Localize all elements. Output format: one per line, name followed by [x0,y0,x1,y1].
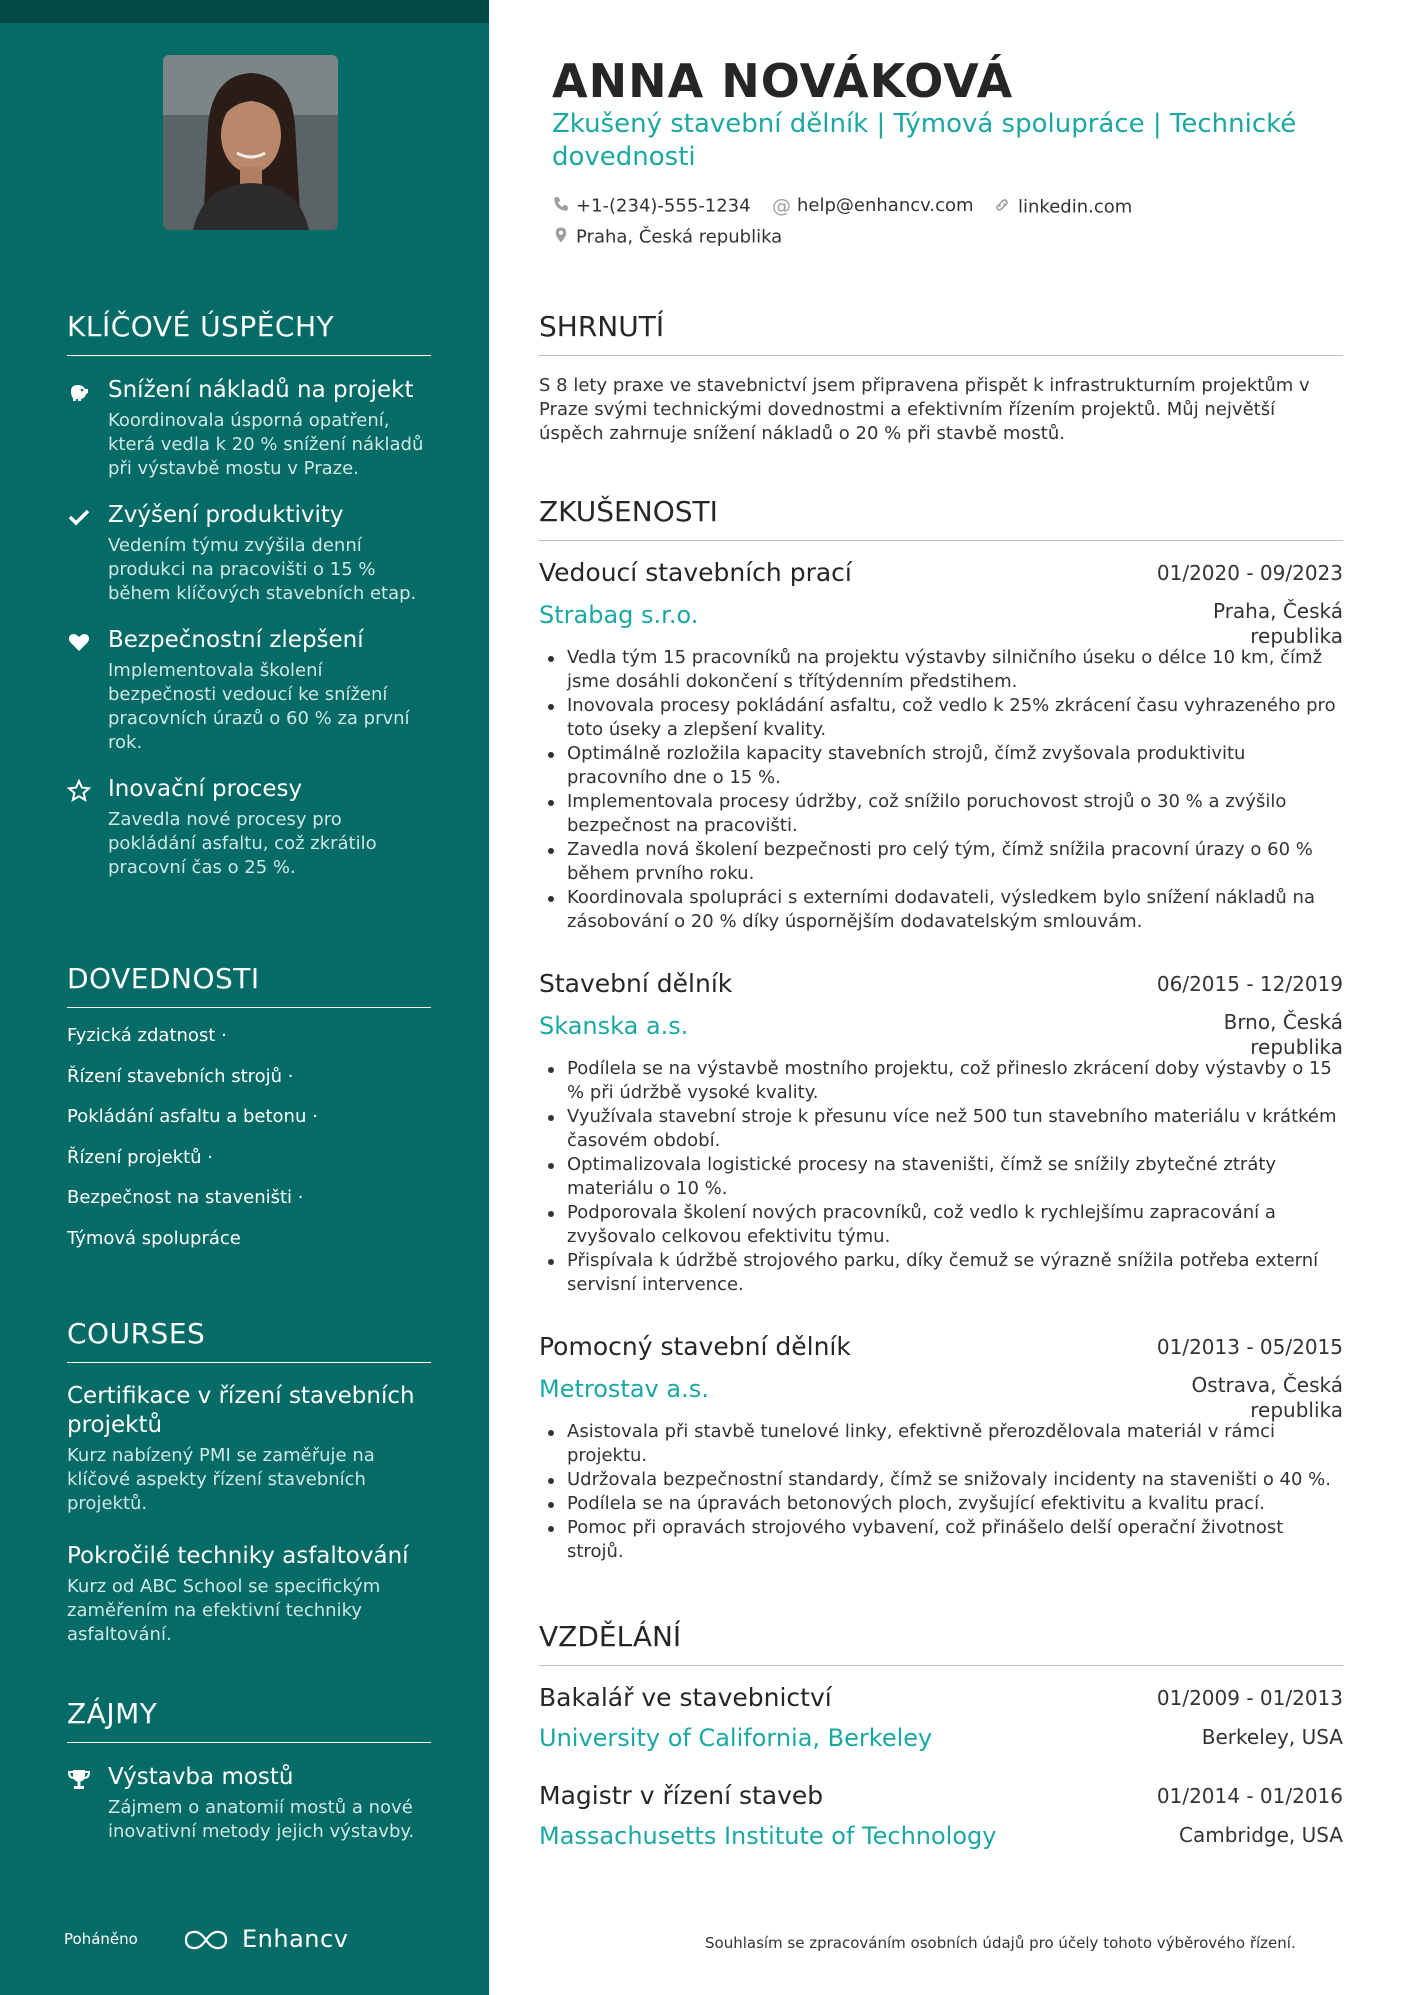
job-location: Ostrava, Česká republika [1191,1373,1343,1422]
interests-heading: ZÁJMY [67,1697,431,1743]
skill-item: Fyzická zdatnost · [67,1025,227,1046]
job-bullets [539,1057,1343,1297]
interests-section [67,1697,431,1844]
job-company[interactable]: Strabag s.r.o. [539,601,699,629]
achievement-title: Zvýšení produktivity [108,502,344,528]
candidate-tagline: Zkušený stavební dělník | Týmová spolupráce | Technické dovednosti [552,109,1297,172]
bullet-item: Podílela se na úpravách betonových ploch, zvyšující efektivitu a kvalitu prací. [539,1492,1343,1516]
sidebar-top-bar [0,0,489,23]
achievements-heading: KLÍČOVÉ ÚSPĚCHY [67,310,431,356]
skills-heading: DOVEDNOSTI [67,962,431,1008]
phone-text[interactable]: +1-(234)-555-1234 [576,195,751,217]
education-date: 01/2014 - 01/2016 [1156,1784,1343,1808]
education-entry [539,1683,1343,1753]
trophy-icon [67,1767,91,1791]
avatar [163,55,338,230]
courses-heading: COURSES [67,1317,431,1363]
achievement-item [67,501,431,606]
achievement-item [67,626,431,755]
summary-heading: SHRNUTÍ [539,310,1343,356]
bullet-item: Implementovala procesy údržby, což snížilo poruchovost strojů o 30 % a zvýšilo bezpečnost na pracovišti. [539,790,1343,838]
bullet-item: Asistovala při stavbě tunelové linky, efektivně přerozdělovala materiál v rámci projektu. [539,1420,1343,1468]
linkedin-text[interactable]: linkedin.com [1018,196,1133,218]
check-icon [67,505,91,529]
skills-section [67,962,431,1259]
achievements-section [67,310,431,880]
achievement-item [67,376,431,481]
location-pin-icon [552,225,570,250]
education-heading: VZDĚLÁNÍ [539,1620,1343,1666]
bullet-item: Koordinovala spolupráci s externími dodavateli, výsledkem bylo snížení nákladů na zásobování o 20 % díky úspornějším dodavatelským smlouvám. [539,886,1343,934]
contact-location [552,225,782,250]
piggy-bank-icon [67,380,91,404]
achievement-title: Snížení nákladů na projekt [108,377,414,403]
job-title: Vedoucí stavebních prací [539,558,852,587]
education-degree: Bakalář ve stavebnictví [539,1683,832,1712]
job-entry [539,558,1343,934]
at-icon: @ [772,195,791,217]
courses-section [67,1317,431,1647]
candidate-name: ANNA NOVÁKOVÁ [552,54,1014,108]
bullet-item: Optimálně rozložila kapacity stavebních strojů, čímž zvyšovala produktivitu pracovního dne o 15 %. [539,742,1343,790]
consent-footer: Souhlasím se zpracováním osobních údajů pro účely tohoto výběrového řízení. [705,1934,1296,1952]
skill-item: Týmová spolupráce [67,1227,241,1249]
education-degree: Magistr v řízení staveb [539,1781,824,1810]
skill-item: Pokládání asfaltu a betonu · [67,1106,318,1127]
course-desc: Kurz od ABC School se specifickým zaměřením na efektivní techniky asfaltování. [67,1576,381,1645]
education-school[interactable]: University of California, Berkeley [539,1724,933,1752]
experience-heading: ZKUŠENOSTI [539,495,1343,541]
enhancv-logo-icon [184,1928,224,1952]
contact-linkedin [992,195,1132,220]
powered-by-label: Poháněno [64,1930,138,1948]
interest-title: Výstavba mostů [108,1764,294,1790]
achievement-desc: Zavedla nové procesy pro pokládání asfaltu, což zkrátilo pracovní čas o 25 %. [108,809,377,878]
job-title: Stavební dělník [539,969,733,998]
course-item [67,1382,431,1516]
summary-text: S 8 lety praxe ve stavebnictví jsem připravena přispět k infrastrukturním projektům v Praze svými technickými dovednostmi a efektivním řízením projektů. Můj největší úspěch zahrnuje snížení nákladů o 20 % při stavbě mostů. [539,375,1310,444]
job-company[interactable]: Metrostav a.s. [539,1375,709,1403]
job-bullets [539,1420,1343,1564]
job-location: Praha, Česká republika [1212,599,1343,648]
bullet-item: Využívala stavební stroje k přesunu více než 500 tun stavebního materiálu v krátkém časovém období. [539,1105,1343,1153]
job-date: 06/2015 - 12/2019 [1156,972,1343,996]
location-text: Praha, Česká republika [576,226,783,248]
skill-item: Bezpečnost na staveništi · [67,1187,304,1208]
course-desc: Kurz nabízený PMI se zaměřuje na klíčové aspekty řízení stavebních projektů. [67,1445,375,1514]
bullet-item: Zavedla nová školení bezpečnosti pro celý tým, čímž snížila pracovní úrazy o 60 % během prvního roku. [539,838,1343,886]
interest-item [67,1763,431,1844]
contact-email [772,195,974,217]
course-item [67,1542,431,1647]
star-icon [67,779,91,803]
bullet-item: Podporovala školení nových pracovníků, což vedlo k rychlejšímu zapracování a zvyšovalo celkovou efektivitu týmu. [539,1201,1343,1249]
achievement-desc: Koordinovala úsporná opatření, která vedla k 20 % snížení nákladů při výstavbě mostu v Praze. [108,410,424,479]
achievement-desc: Implementovala školení bezpečnosti vedoucí ke snížení pracovních úrazů o 60 % za první rok. [108,660,410,753]
education-school[interactable]: Massachusetts Institute of Technology [539,1822,997,1850]
education-entry [539,1781,1343,1851]
achievement-title: Inovační procesy [108,776,303,802]
job-title: Pomocný stavební dělník [539,1332,851,1361]
job-entry [539,1332,1343,1564]
course-title: Certifikace v řízení stavebních projektů [67,1383,415,1438]
sidebar [0,0,489,1995]
job-location: Brno, Česká republika [1223,1010,1343,1059]
email-text[interactable]: help@enhancv.com [797,195,974,216]
link-icon [992,195,1012,220]
education-date: 01/2009 - 01/2013 [1156,1686,1343,1710]
bullet-item: Podílela se na výstavbě mostního projektu, což přineslo zkrácení doby výstavby o 15 % při údržbě vysoké kvality. [539,1057,1343,1105]
job-date: 01/2013 - 05/2015 [1156,1335,1343,1359]
skill-item: Řízení stavebních strojů · [67,1065,294,1087]
bullet-item: Inovovala procesy pokládání asfaltu, což vedlo k 25% zkrácení času vyhrazeného pro toto úseky a zlepšení kvality. [539,694,1343,742]
achievement-title: Bezpečnostní zlepšení [108,627,364,653]
bullet-item: Udržovala bezpečnostní standardy, čímž se snižovaly incidenty na staveništi o 40 %. [539,1468,1343,1492]
enhancv-brand[interactable]: Enhancv [242,1925,349,1953]
job-date: 01/2020 - 09/2023 [1156,561,1343,585]
phone-icon [552,195,570,218]
bullet-item: Pomoc při opravách strojového vybavení, což přinášelo delší operační životnost strojů. [539,1516,1343,1564]
heart-icon [67,630,91,654]
education-location: Cambridge, USA [1179,1823,1343,1847]
job-bullets [539,646,1343,934]
job-company[interactable]: Skanska a.s. [539,1012,689,1040]
bullet-item: Optimalizovala logistické procesy na staveništi, čímž se snížily zbytečné ztráty materiálu o 10 %. [539,1153,1343,1201]
interest-desc: Zájmem o anatomií mostů a nové inovativní metody jejich výstavby. [108,1797,415,1842]
course-title: Pokročilé techniky asfaltování [67,1543,409,1569]
bullet-item: Vedla tým 15 pracovníků na projektu výstavby silničního úseku o délce 10 km, čímž jsme dosáhli dokončení s třítýdenním předstihem. [539,646,1343,694]
achievement-item [67,775,431,880]
education-location: Berkeley, USA [1201,1725,1343,1749]
job-entry [539,969,1343,1297]
contact-phone [552,195,751,218]
bullet-item: Přispívala k údržbě strojového parku, díky čemuž se výrazně snížila potřeba externí servisní intervence. [539,1249,1343,1297]
skill-item: Řízení projektů · [67,1146,214,1168]
achievement-desc: Vedením týmu zvýšila denní produkci na pracovišti o 15 % během klíčových stavebních etap. [108,535,417,604]
